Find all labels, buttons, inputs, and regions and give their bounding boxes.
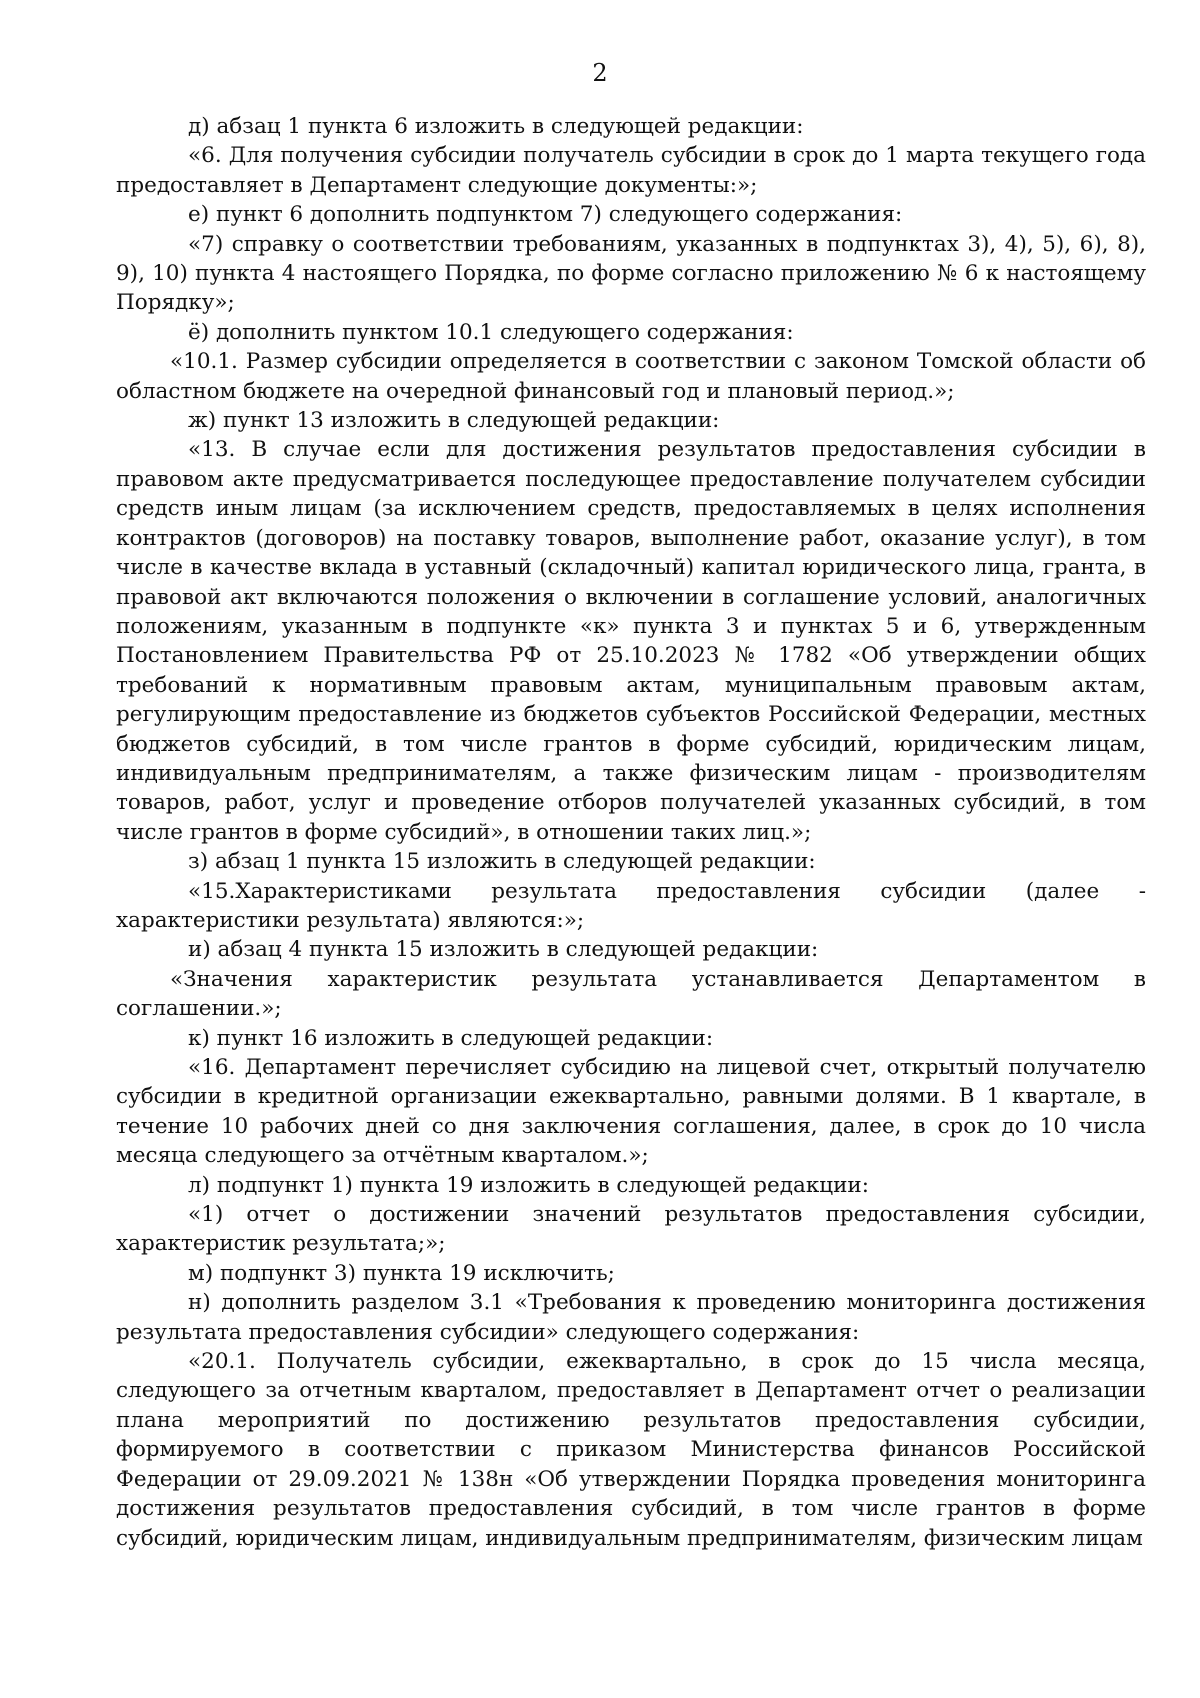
paragraph-quote-10-1: «10.1. Размер субсидии определяется в соответствии с законом Томской области об областном бюджете на очередной финансовый год и плановый период.»; bbox=[116, 349, 1146, 404]
paragraph-item-k: к) пункт 16 изложить в следующей редакции: bbox=[188, 1025, 714, 1051]
paragraph-item-n: н) дополнить разделом 3.1 «Требования к проведению мониторинга достижения результата предоставления субсидии» следующего содержания: bbox=[116, 1290, 1146, 1345]
paragraph-quote-20-1: «20.1. Получатель субсидии, ежеквартально, в срок до 15 числа месяца, следующего за отчетным кварталом, предоставляет в Департамент отчет о реализации плана мероприятий по достижению результатов предоставления субсидии, формируемого в соответствии с приказом Министерства финансов Российской Федерации от 29.09.2021 № 138н «Об утверждении Порядка проведения мониторинга достижения результатов предоставления субсидий, в том числе грантов в форме субсидий, юридическим лицам, индивидуальным предпринимателям, физическим лицам bbox=[116, 1349, 1146, 1551]
page-number: 2 bbox=[592, 59, 608, 87]
paragraph-quote-values: «Значения характеристик результата устанавливается Департаментом в соглашении.»; bbox=[116, 966, 1146, 1022]
paragraph-item-d: д) абзац 1 пункта 6 изложить в следующей редакции: bbox=[188, 114, 804, 139]
paragraph-item-z: з) абзац 1 пункта 15 изложить в следующей редакции: bbox=[188, 849, 816, 875]
paragraph-quote-16: «16. Департамент перечисляет субсидию на лицевой счет, открытый получателю субсидии в кредитной организации ежеквартально, равными долями. В 1 квартале, в течение 10 рабочих дней со дня заключения соглашения, далее, в срок до 10 числа месяца следующего за отчётным кварталом.»; bbox=[116, 1055, 1146, 1169]
paragraph-item-zh: ж) пункт 13 изложить в следующей редакции: bbox=[188, 408, 720, 434]
paragraph-quote-1: «1) отчет о достижении значений результатов предоставления субсидии, характеристик результата;»; bbox=[116, 1202, 1146, 1257]
document-body bbox=[116, 112, 1146, 1553]
paragraph-quote-13: «13. В случае если для достижения результатов предоставления субсидии в правовом акте предусматривается последующее предоставление получателем субсидии средств иным лицам (за исключением средств, предоставляемых в целях исполнения контрактов (договоров) на поставку товаров, выполнение работ, оказание услуг), в том числе в качестве вклада в уставный (складочный) капитал юридического лица, гранта, в правовой акт включаются положения о включении в соглашение условий, аналогичных положениям, указанным в подпункте «к» пункта 3 и пунктах 5 и 6, утвержденным Постановлением Правительства РФ от 25.10.2023 № 1782 «Об утверждении общих требований к нормативным правовым актам, муниципальным правовым актам, регулирующим предоставление из бюджетов субъектов Российской Федерации, местных бюджетов субсидий, в том числе грантов в форме субсидий, юридическим лицам, индивидуальным предпринимателям, а также физическим лицам - производителям товаров, работ, услуг и проведение отборов получателей указанных субсидий, в том числе грантов в форме субсидий», в отношении таких лиц.»; bbox=[116, 437, 1146, 845]
paragraph-item-e: е) пункт 6 дополнить подпунктом 7) следующего содержания: bbox=[188, 202, 903, 228]
paragraph-item-m: м) подпункт 3) пункта 19 исключить; bbox=[188, 1260, 615, 1286]
paragraph-item-l: л) подпункт 1) пункта 19 изложить в следующей редакции: bbox=[188, 1172, 870, 1198]
paragraph-item-i: и) абзац 4 пункта 15 изложить в следующей редакции: bbox=[188, 937, 819, 963]
paragraph-quote-6: «6. Для получения субсидии получатель субсидии в срок до 1 марта текущего года предоставляет в Департамент следующие документы:»; bbox=[116, 143, 1146, 198]
paragraph-quote-15: «15.Характеристиками результата предоставления субсидии (далее - характеристики результата) являются:»; bbox=[116, 878, 1146, 933]
paragraph-item-yo: ё) дополнить пунктом 10.1 следующего содержания: bbox=[188, 319, 794, 345]
paragraph-quote-7: «7) справку о соответствии требованиям, указанных в подпунктах 3), 4), 5), 6), 8), 9), 10) пункта 4 настоящего Порядка, по форме согласно приложению № 6 к настоящему Порядку»; bbox=[116, 231, 1146, 316]
